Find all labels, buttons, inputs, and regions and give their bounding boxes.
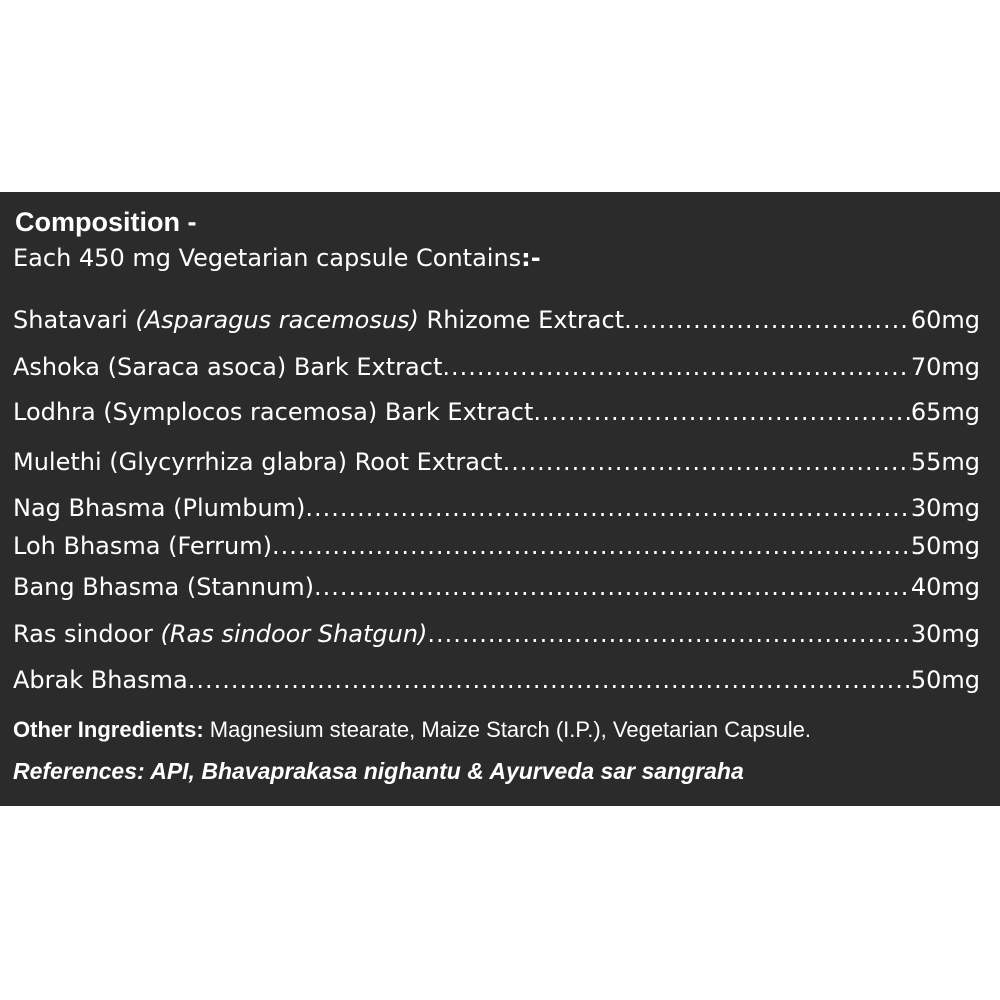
composition-title: Composition - [15, 207, 197, 237]
ingredient-dose: 60mg [910, 306, 980, 334]
ingredient-name [13, 618, 427, 650]
ingredient-name: Lodhra (Symplocos racemosa) Bark Extract [13, 398, 534, 426]
ingredient-name: Mulethi (Glycyrrhiza glabra) Root Extract [13, 448, 503, 476]
other-ingredients [13, 716, 811, 744]
ingredient-dose: 50mg [910, 666, 980, 694]
ingredient-dose: 55mg [910, 448, 980, 476]
ingredient-name [13, 304, 624, 336]
capsule-description [13, 242, 541, 274]
capsule-description-suffix: :- [521, 244, 541, 272]
composition-panel [0, 192, 1000, 806]
references: References: API, Bhavaprakasa nighantu & Ayurveda sar sangraha [13, 758, 744, 784]
ingredient-latin-name: (Ras sindoor Shatgun) [160, 620, 428, 648]
ingredient-row-nag-bhasma [13, 492, 980, 524]
dot-leader [188, 664, 911, 696]
dot-leader [305, 492, 910, 524]
other-ingredients-text: Magnesium stearate, Maize Starch (I.P.), Vegetarian Capsule. [203, 717, 812, 742]
ingredient-row-ashoka [13, 351, 980, 383]
ingredient-dose: 30mg [910, 494, 980, 522]
ingredient-dose: 50mg [910, 532, 980, 560]
ingredient-latin-name: (Asparagus racemosus) [135, 306, 419, 334]
ingredient-dose: 65mg [910, 398, 980, 426]
dot-leader [624, 304, 911, 336]
ingredient-name: Loh Bhasma (Ferrum) [13, 532, 272, 560]
ingredient-row-shatavari [13, 304, 980, 336]
other-ingredients-label: Other Ingredients: [13, 717, 204, 742]
ingredient-row-ras-sindoor [13, 618, 980, 650]
ingredient-name-text: Ras sindoor [13, 620, 161, 648]
dot-leader [503, 446, 911, 478]
capsule-description-text: Each 450 mg Vegetarian capsule Contains [13, 244, 522, 272]
dot-leader [272, 530, 911, 562]
ingredient-dose: 70mg [910, 353, 980, 381]
dot-leader [442, 351, 910, 383]
dot-leader [533, 396, 910, 428]
ingredient-row-lodhra [13, 396, 980, 428]
ingredient-name: Nag Bhasma (Plumbum) [13, 494, 306, 522]
ingredient-row-mulethi [13, 446, 980, 478]
ingredient-row-abrak-bhasma [13, 664, 980, 696]
ingredient-name: Abrak Bhasma [13, 666, 188, 694]
dot-leader [314, 571, 911, 603]
ingredient-name: Bang Bhasma (Stannum) [13, 573, 314, 601]
ingredient-row-bang-bhasma [13, 571, 980, 603]
ingredient-dose: 40mg [910, 573, 980, 601]
ingredient-name: Ashoka (Saraca asoca) Bark Extract [13, 353, 443, 381]
dot-leader [427, 618, 910, 650]
ingredient-name-text: Shatavari [13, 306, 136, 334]
ingredient-row-loh-bhasma [13, 530, 980, 562]
ingredient-name-suffix: Rhizome Extract [418, 306, 625, 334]
ingredient-dose: 30mg [910, 620, 980, 648]
